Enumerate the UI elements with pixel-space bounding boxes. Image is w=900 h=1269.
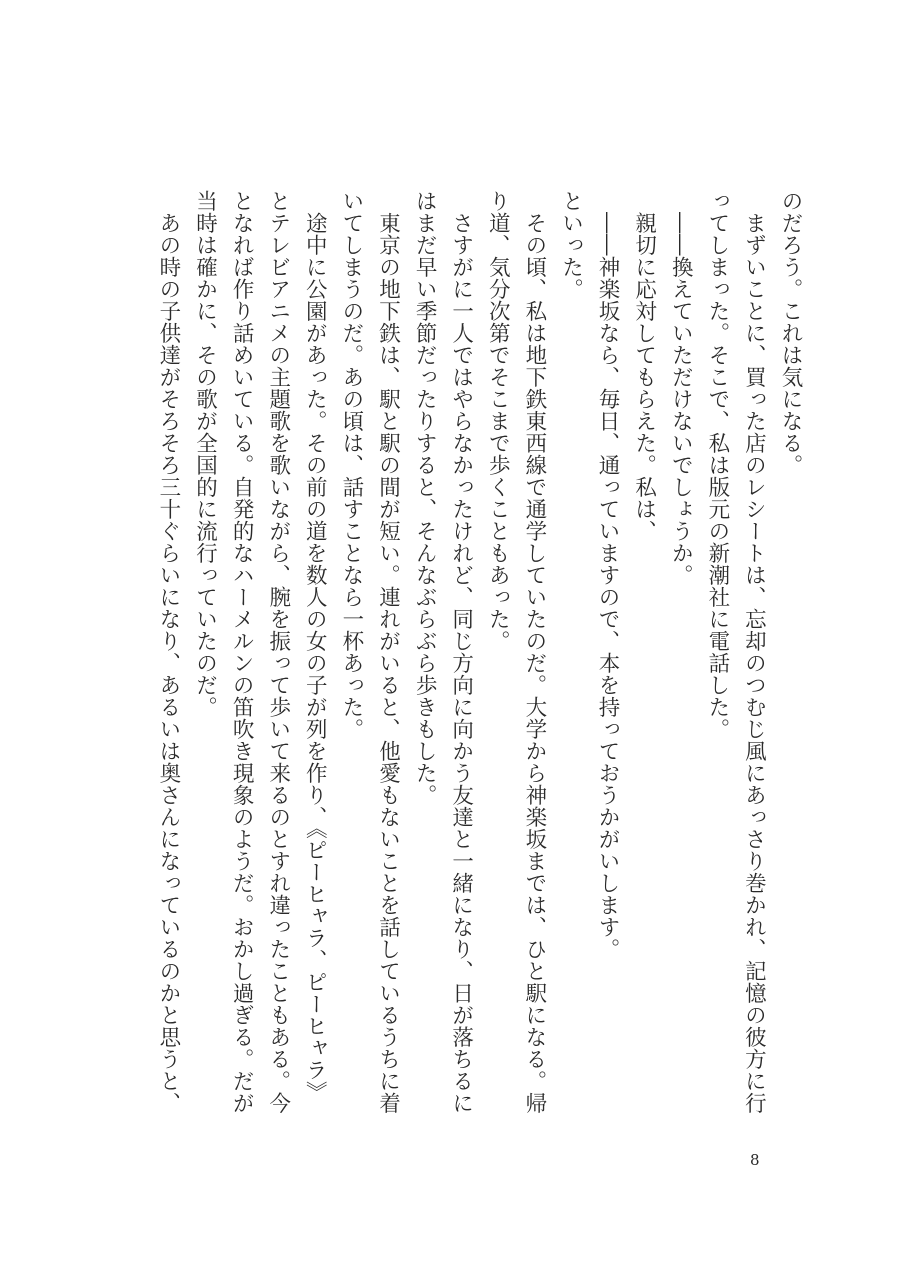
- text-line: あの時の子供達がそろそろ三十ぐらいになり、あるいは奥さんになっているのかと思うと、: [155, 190, 181, 1114]
- text-line: 東京の地下鉄は、駅と駅の間が短い。連れがいると、他愛もないことを話しているうちに着: [375, 190, 401, 1114]
- text-line: り道、気分次第でそこまで歩くこともあった。: [485, 190, 511, 652]
- text-line: のだろう。これは気になる。: [778, 190, 803, 476]
- text-line: いてしまうのだ。あの頃は、話すことなら一杯あった。: [338, 190, 364, 740]
- text-line: ――換えていただけないでしょうか。: [668, 190, 694, 586]
- text-line: 当時は確かに、その歌が全国的に流行っていたのだ。: [192, 190, 218, 718]
- text-line: さすがに一人ではやらなかったけれど、同じ方向に向かう友達と一緒になり、日が落ちるに: [448, 190, 474, 1114]
- vertical-text-body: [149, 190, 808, 1114]
- text-line: ――神楽坂なら、毎日、通っていますので、本を持っておうかがいします。: [595, 190, 621, 960]
- text-line: 親切に応対してもらえた。私は、: [631, 190, 657, 542]
- text-line: まずいことに、買った店のレシートは、忘却のつむじ風にあっさり巻かれ、記憶の彼方に行: [741, 190, 767, 1114]
- text-line: とテレビアニメの主題歌を歌いながら、腕を振って歩いて来るのとすれ違ったこともある。今: [265, 190, 291, 1114]
- text-line: その頃、私は地下鉄東西線で通学していたのだ。大学から神楽坂までは、ひと駅になる。帰: [521, 190, 547, 1114]
- text-line: ってしまった。そこで、私は版元の新潮社に電話した。: [704, 190, 730, 740]
- text-line: となれば作り話めいている。自発的なハーメルンの笛吹き現象のようだ。おかし過ぎる。だが: [229, 190, 255, 1114]
- page-number: 8: [750, 1151, 760, 1169]
- text-line: 途中に公園があった。その前の道を数人の女の子が列を作り、《ピーヒャラ、ピーヒャラ》: [302, 190, 328, 1104]
- text-line: といった。: [558, 190, 584, 300]
- text-line: はまだ早い季節だったりすると、そんなぶらぶら歩きもした。: [412, 190, 438, 806]
